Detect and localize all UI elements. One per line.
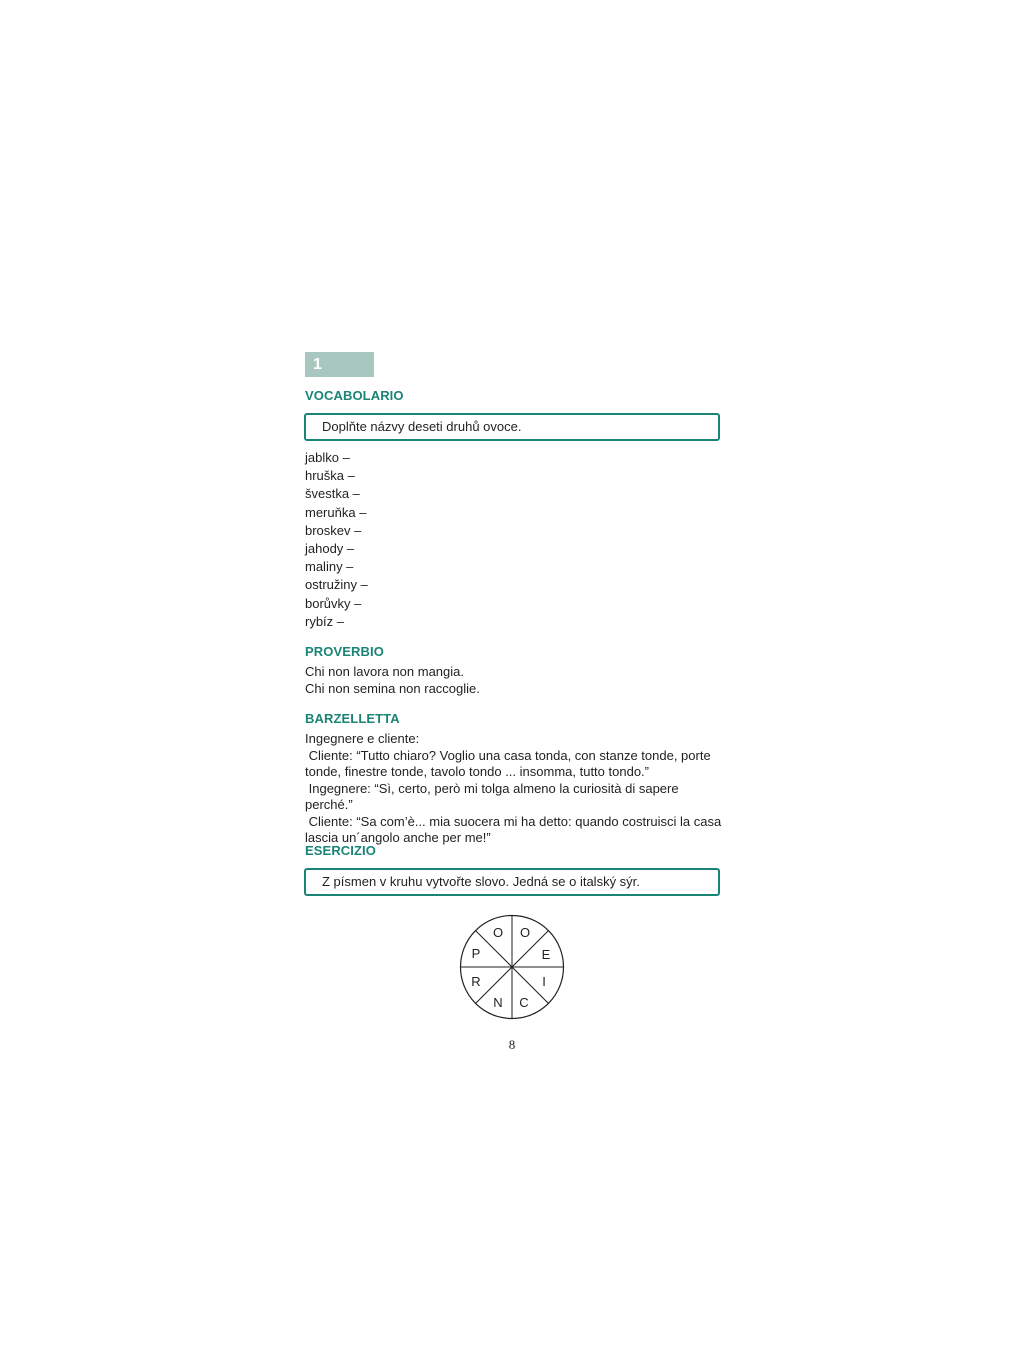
proverb-line: Chi non semina non raccoglie. [305, 680, 480, 696]
fruit-word-list [305, 449, 368, 631]
wheel-letter: N [493, 995, 503, 1010]
list-item: jahody – [305, 541, 355, 557]
list-item: švestka – [305, 486, 360, 502]
list-item: rybíz – [305, 613, 345, 629]
joke-line: Ingegnere e cliente: [305, 731, 420, 746]
vocabolario-heading: VOCABOLARIO [305, 388, 404, 403]
list-item: ostružiny – [305, 577, 368, 593]
list-item: jablko – [305, 450, 350, 465]
wheel-letter: R [471, 974, 481, 989]
vocabolario-instruction-box [304, 413, 720, 441]
esercizio-instruction: Z písmen v kruhu vytvořte slovo. Jedná se o italský sýr. [322, 874, 640, 889]
list-item: meruňka – [305, 504, 367, 520]
wheel-letter: E [541, 947, 551, 962]
list-item: hruška – [305, 468, 355, 484]
barzelletta-text [305, 731, 725, 847]
proverbio-text [305, 664, 725, 697]
barzelletta-heading: BARZELLETTA [305, 711, 400, 726]
page-number: 8 [508, 1037, 516, 1052]
letter-wheel [458, 913, 566, 1021]
joke-line: tonde, finestre tonde, tavolo tondo ... insomma, tutto tondo.” [305, 764, 649, 779]
esercizio-heading: ESERCIZIO [305, 843, 376, 858]
wheel-letter: O [519, 925, 531, 940]
joke-line: Cliente: “Sa com’è... mia suocera mi ha detto: quando costruisci la casa [305, 813, 722, 829]
wheel-letter: O [492, 925, 504, 940]
list-item: maliny – [305, 559, 354, 575]
wheel-letter: I [542, 974, 546, 989]
joke-line: Ingegnere: “Sì, certo, però mi tolga almeno la curiosità di sapere perché.” [305, 780, 683, 812]
wheel-letter: P [471, 946, 481, 961]
proverb-line: Chi non lavora non mangia. [305, 664, 464, 679]
list-item: borůvky – [305, 595, 362, 611]
esercizio-instruction-box [304, 868, 720, 896]
chapter-number-tab: 1 [305, 352, 374, 377]
wheel-letter: C [519, 995, 529, 1010]
proverbio-heading: PROVERBIO [305, 644, 384, 659]
vocabolario-instruction: Doplňte názvy deseti druhů ovoce. [322, 419, 522, 434]
list-item: broskev – [305, 522, 362, 538]
joke-line: Cliente: “Tutto chiaro? Voglio una casa tonda, con stanze tonde, porte [305, 747, 711, 763]
joke-line: lascia un´angolo anche per me!” [305, 830, 491, 845]
